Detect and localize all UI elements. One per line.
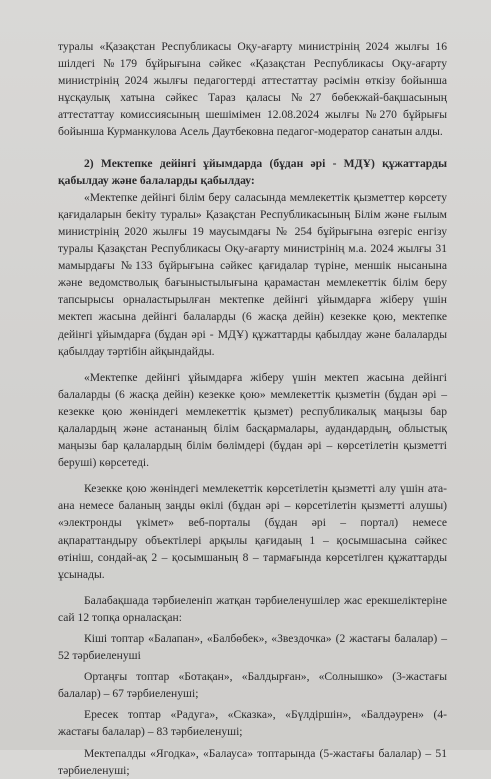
- list-item-middle-groups: Ортаңғы топтар «Ботақан», «Балдырған», «Солнышко» (3-жастағы балалар) – 67 тәрбиеленуші;: [58, 670, 447, 701]
- intro-paragraph: туралы «Қазақстан Республикасы Оқу-ағарту министрінің 2024 жылғы 16 шілдегі №179 бұйрығына сәйкес «Қазақстан Республикасы Оқу-ағарту министрінің 2024 жылғы педагогтерді аттестаттау рәсімін өткізу бойынша нұсқаулық хатына сәйкес Тараз қаласы №27 бөбекжай-бақшасының аттестаттау комиссиясының шешімімен 12.08.2024 жылғы №270 бұйрығы бойынша Курманкулова Асель Даутбековна педагог-модератор санатын алды.: [58, 40, 447, 139]
- paragraph-application: Кезекке қою жөніндегі мемлекеттік көрсетілетін қызметті алу үшін ата-ана немесе баланың заңды өкілі (бұдан әрі – көрсетілетін қызметті алушы) «электронды үкімет» веб-порталы (бұдан әрі – портал) немесе ақпараттандыру объектілері арқылы қағидаың 1 – қосымшасына сәйкес өтініш, сондай-ақ 2 – қосымшаның 8 – тармағында көрсетілген құжаттарды ұсынады.: [58, 482, 447, 581]
- section-heading: 2) Мектепке дейінгі ұйымдарда (бұдан әрі - МДҰ) құжаттарды қабылдау және балаларды қабылдау:: [58, 156, 447, 187]
- list-item-preschool-groups: Мектепалды «Ягодка», «Балауса» топтарында (5-жастағы балалар) – 51 тәрбиеленуші;: [58, 746, 447, 777]
- list-item-senior-groups: Ересек топтар «Радуга», «Сказка», «Бүлдіршін», «Балдәурен» (4-жастағы балалар) – 83 тәрбиеленуші;: [58, 708, 447, 739]
- list-item-junior-groups: Кіші топтар «Балапан», «Балбөбек», «Звездочка» (2 жастағы балалар) –52 тәрбиеленуші: [58, 632, 447, 663]
- paragraph-groups-intro: Балабақшада тәрбиеленіп жатқан тәрбиеленушілер жас ерекшеліктеріне сай 12 топқа орналасқан:: [58, 593, 447, 624]
- paragraph-rules: «Мектепке дейінгі білім беру саласында мемлекеттік қызметтер көрсету қағидаларын бекіту туралы» Қазақстан Республикасының Білім және ғылым министрінің 2020 жылғы 19 маусымдағы № 254 бұйрығына өзгеріс енгізу туралы Қазақстан Республикасы Оқу-ағарту министрінің м.а. 2024 жылғы 31 мамырдағы №133 бұйрығына сәйкес қағидалар түріне, меншік нысанына және ведомстволық бағыныстылығына қарамастан мемлекеттік білім беру тапсырысы орналастырылған мектепке дейінгі ұйымдарға жіберу үшін мектеп жасына дейінгі балаларды (6 жасқа дейін) кезекке қою, мектепке дейінгі ұйымдарға (бұдан әрі - МДҰ) құжаттарды қабылдау және балаларды қабылдау тәртібін айқындайды.: [58, 190, 447, 358]
- paragraph-queue-service: «Мектепке дейінгі ұйымдарға жіберу үшін мектеп жасына дейінгі балаларды (6 жасқа дейін) кезекке қою» мемлекеттік қызметін (бұдан әрі – кезекке қою жөніндегі мемлекеттік қызмет) республикалық маңызы бар қалалардың және астананың білім басқармалары, аудандардың, облыстық маңызы бар қалалардың білім бөлімдері (бұдан әрі – көрсетілетін қызметті беруші) көрсетеді.: [58, 370, 447, 470]
